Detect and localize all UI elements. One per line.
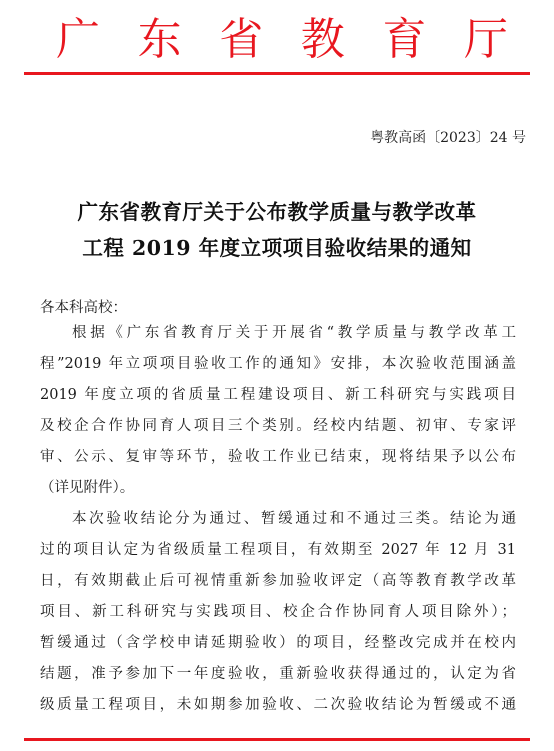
document-title-line-2: 工程 2019 年度立项项目验收结果的通知 [82,236,472,260]
document-title-line-1: 广东省教育厅关于公布教学质量与教学改革 [77,200,477,224]
paragraph-1-line: 审、公示、复审等环节，验收工作业已结束，现将结果予以公布 [40,449,516,465]
masthead-char: 育 [382,14,427,65]
paragraph-2-line: 日，有效期截止后可视情重新参加验收评定（高等教育教学改革 [40,573,516,589]
paragraph-1-line: 根据《广东省教育厅关于开展省“教学质量与教学改革工 [72,325,516,341]
paragraph-2-line: 暂缓通过（含学校申请延期验收）的项目，经整改完成并在校内 [40,635,516,651]
masthead [0,10,554,70]
masthead-char: 东 [137,14,182,65]
paragraph-2-line: 项目、新工科研究与实践项目、校企合作协同育人项目除外）； [40,604,516,620]
masthead-red-rule [24,72,530,75]
paragraph-1-line: 程”2019 年立项项目验收工作的通知》安排，本次验收范围涵盖 [40,356,516,372]
paragraph-1-line: （详见附件）。 [40,480,135,496]
paragraph-2-line: 本次验收结论分为通过、暂缓通过和不通过三类。结论为通 [72,511,516,527]
paragraph-1-line: 2019 年度立项的省质量工程建设项目、新工科研究与实践项目 [40,387,516,403]
paragraph-1-line: 及校企合作协同育人项目三个类别。经校内结题、初审、专家评 [40,418,516,434]
paragraph-2-line: 级质量工程项目，未如期参加验收、二次验收结论为暂缓或不通 [40,697,516,713]
document-number: 粤教高函〔2023〕24 号 [370,130,526,146]
masthead-char: 教 [300,14,345,65]
masthead-char: 广 [56,14,100,65]
salutation: 各本科高校： [40,300,127,316]
paragraph-2-line: 结题，准予参加下一年度验收，重新验收获得通过的，认定为省 [40,666,516,682]
paragraph-2-line: 过的项目认定为省级质量工程项目，有效期至 2027 年 12 月 31 [40,542,516,558]
footer-red-rule [24,738,530,741]
masthead-char: 省 [219,14,264,65]
masthead-char: 厅 [463,14,508,65]
